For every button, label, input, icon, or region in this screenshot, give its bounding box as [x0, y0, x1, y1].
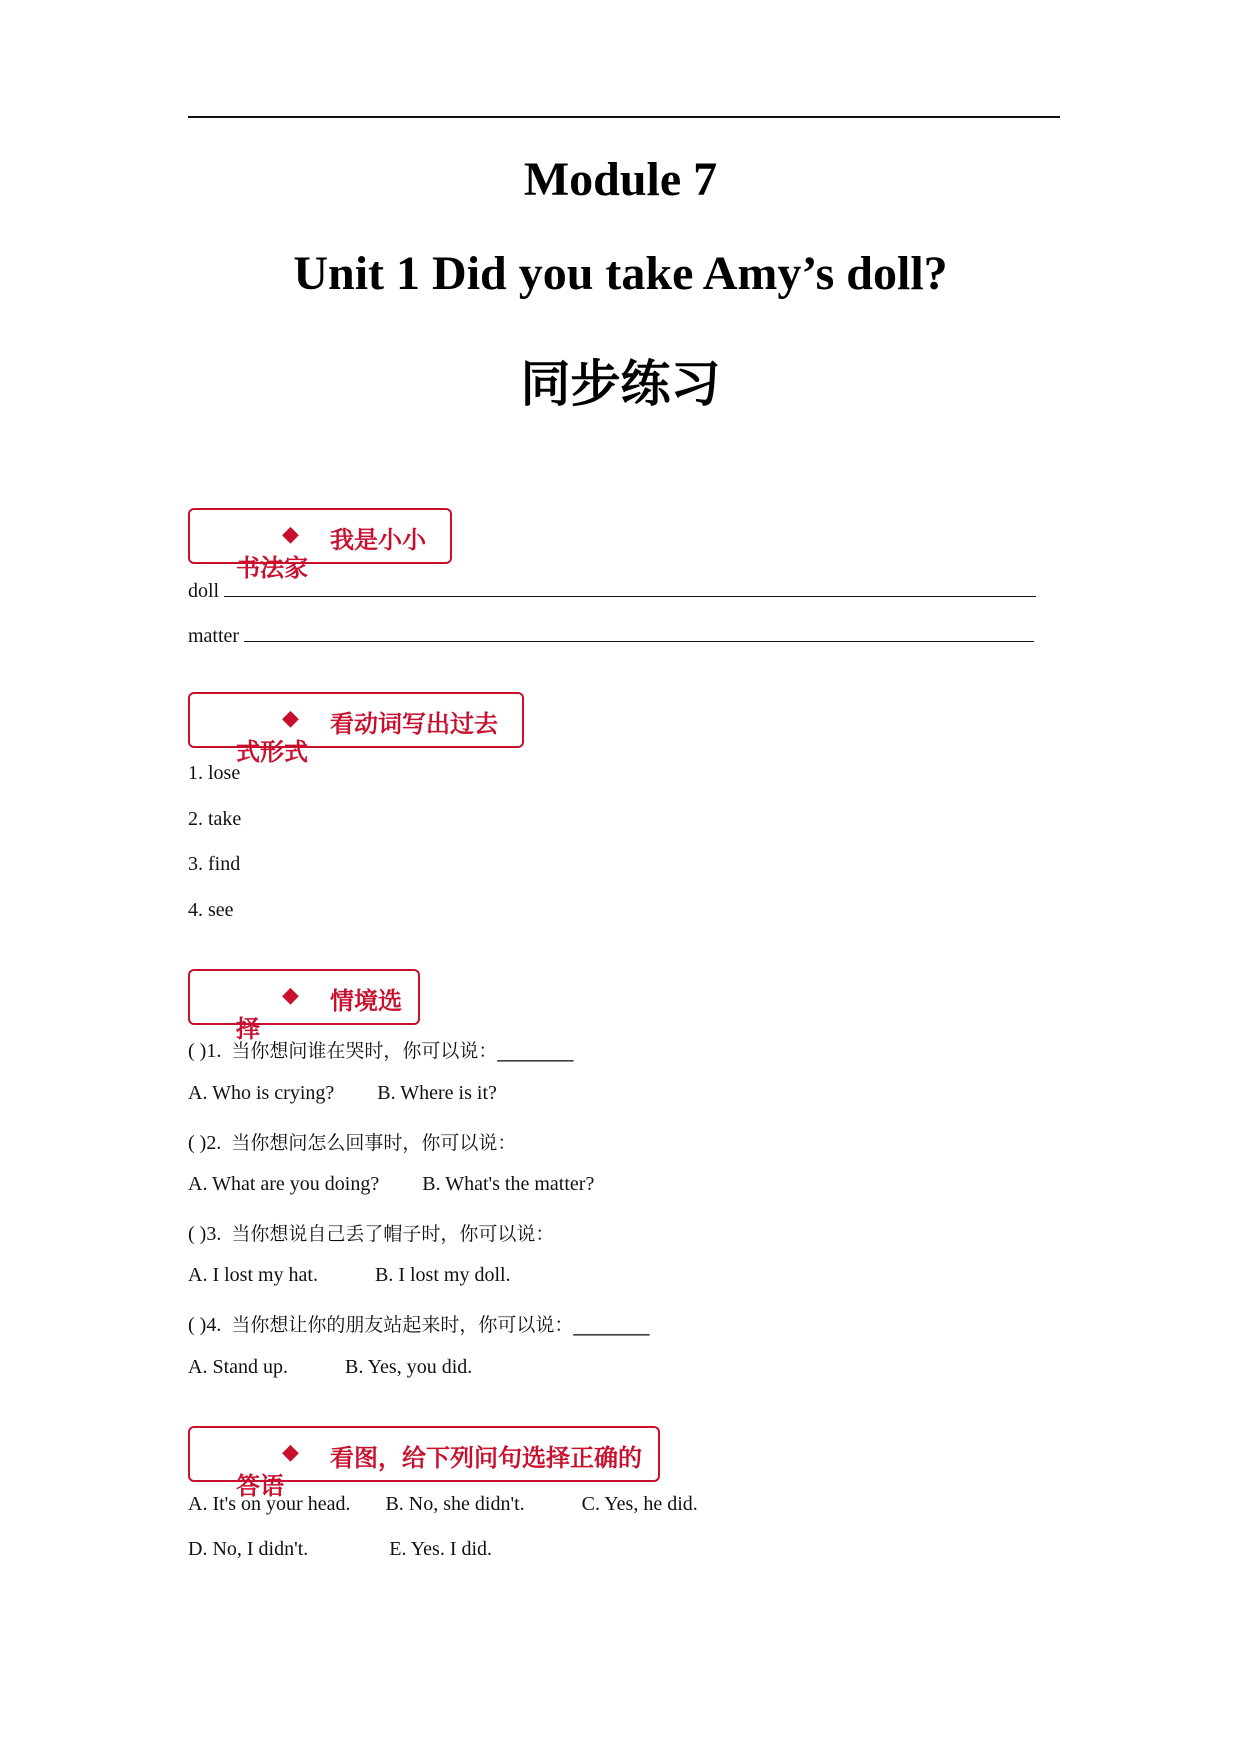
option-a: A. Who is crying?	[188, 1082, 335, 1104]
options-3	[188, 1264, 511, 1287]
verb-item: 1. lose	[188, 762, 241, 784]
section-title-overflow: 书法家	[236, 554, 308, 582]
question-4	[188, 1310, 649, 1337]
unit-title: Unit 1 Did you take Amy’s doll?	[293, 247, 948, 300]
option-b: B. Yes, you did.	[345, 1356, 473, 1378]
answer-option: D. No, I didn't.	[188, 1538, 309, 1560]
question-3	[188, 1219, 554, 1246]
options-1	[188, 1082, 497, 1105]
option-b: B. I lost my doll.	[375, 1264, 511, 1286]
answer-row-2	[188, 1538, 492, 1561]
option-a: A. I lost my hat.	[188, 1264, 318, 1286]
section-title-overflow: 式形式	[236, 738, 308, 766]
copy-line-2	[188, 623, 1034, 648]
question-text: 当你想说自己丢了帽子时，你可以说：	[231, 1223, 555, 1245]
answer-paren[interactable]: ( )4.	[188, 1314, 222, 1336]
diamond-icon: ◆	[282, 706, 299, 731]
answer-option: B. No, she didn't.	[385, 1493, 525, 1515]
options-2	[188, 1173, 594, 1196]
section-header-2	[188, 692, 524, 766]
answer-paren[interactable]: ( )1.	[188, 1040, 222, 1062]
copy-word: matter	[188, 625, 240, 647]
diamond-icon: ◆	[282, 1440, 299, 1465]
header-rule	[188, 116, 1060, 118]
copy-word: doll	[188, 580, 220, 602]
section-title: 看图，给下列问句选择正确的	[330, 1444, 642, 1472]
question-text: 当你想问怎么回事时，你可以说：	[231, 1132, 517, 1154]
section-title: 看动词写出过去	[330, 710, 498, 738]
writing-blank[interactable]	[224, 578, 1036, 597]
answer-row-1	[188, 1493, 698, 1516]
answer-option: C. Yes, he did.	[581, 1493, 698, 1515]
verb-item: 4. see	[188, 899, 234, 921]
option-a: A. Stand up.	[188, 1356, 288, 1378]
answer-option: E. Yes. I did.	[389, 1538, 493, 1560]
section-header-3	[188, 969, 420, 1043]
answer-option: A. It's on your head.	[188, 1493, 351, 1515]
question-1	[188, 1036, 573, 1063]
copy-line-1	[188, 578, 1036, 603]
diamond-icon: ◆	[282, 983, 299, 1008]
option-b: B. What's the matter?	[422, 1173, 595, 1195]
question-text: 当你想问谁在哭时，你可以说：________	[231, 1040, 574, 1062]
question-2	[188, 1128, 516, 1155]
module-title: Module 7	[523, 153, 718, 206]
option-b: B. Where is it?	[377, 1082, 497, 1104]
verb-item: 3. find	[188, 853, 241, 875]
section-title: 情境选	[330, 987, 402, 1015]
question-text: 当你想让你的朋友站起来时，你可以说：________	[231, 1314, 650, 1336]
section-header-4	[188, 1426, 660, 1500]
section-header-1	[188, 508, 452, 582]
answer-paren[interactable]: ( )2.	[188, 1132, 222, 1154]
writing-blank[interactable]	[244, 623, 1034, 642]
verb-item: 2. take	[188, 808, 242, 830]
options-4	[188, 1356, 472, 1379]
exercise-subtitle: 同步练习	[520, 355, 721, 413]
section-title: 我是小小	[330, 526, 426, 554]
diamond-icon: ◆	[282, 522, 299, 547]
option-a: A. What are you doing?	[188, 1173, 380, 1195]
answer-paren[interactable]: ( )3.	[188, 1223, 222, 1245]
section-title-overflow: 答语	[236, 1472, 284, 1500]
section-title-overflow: 择	[236, 1015, 260, 1043]
